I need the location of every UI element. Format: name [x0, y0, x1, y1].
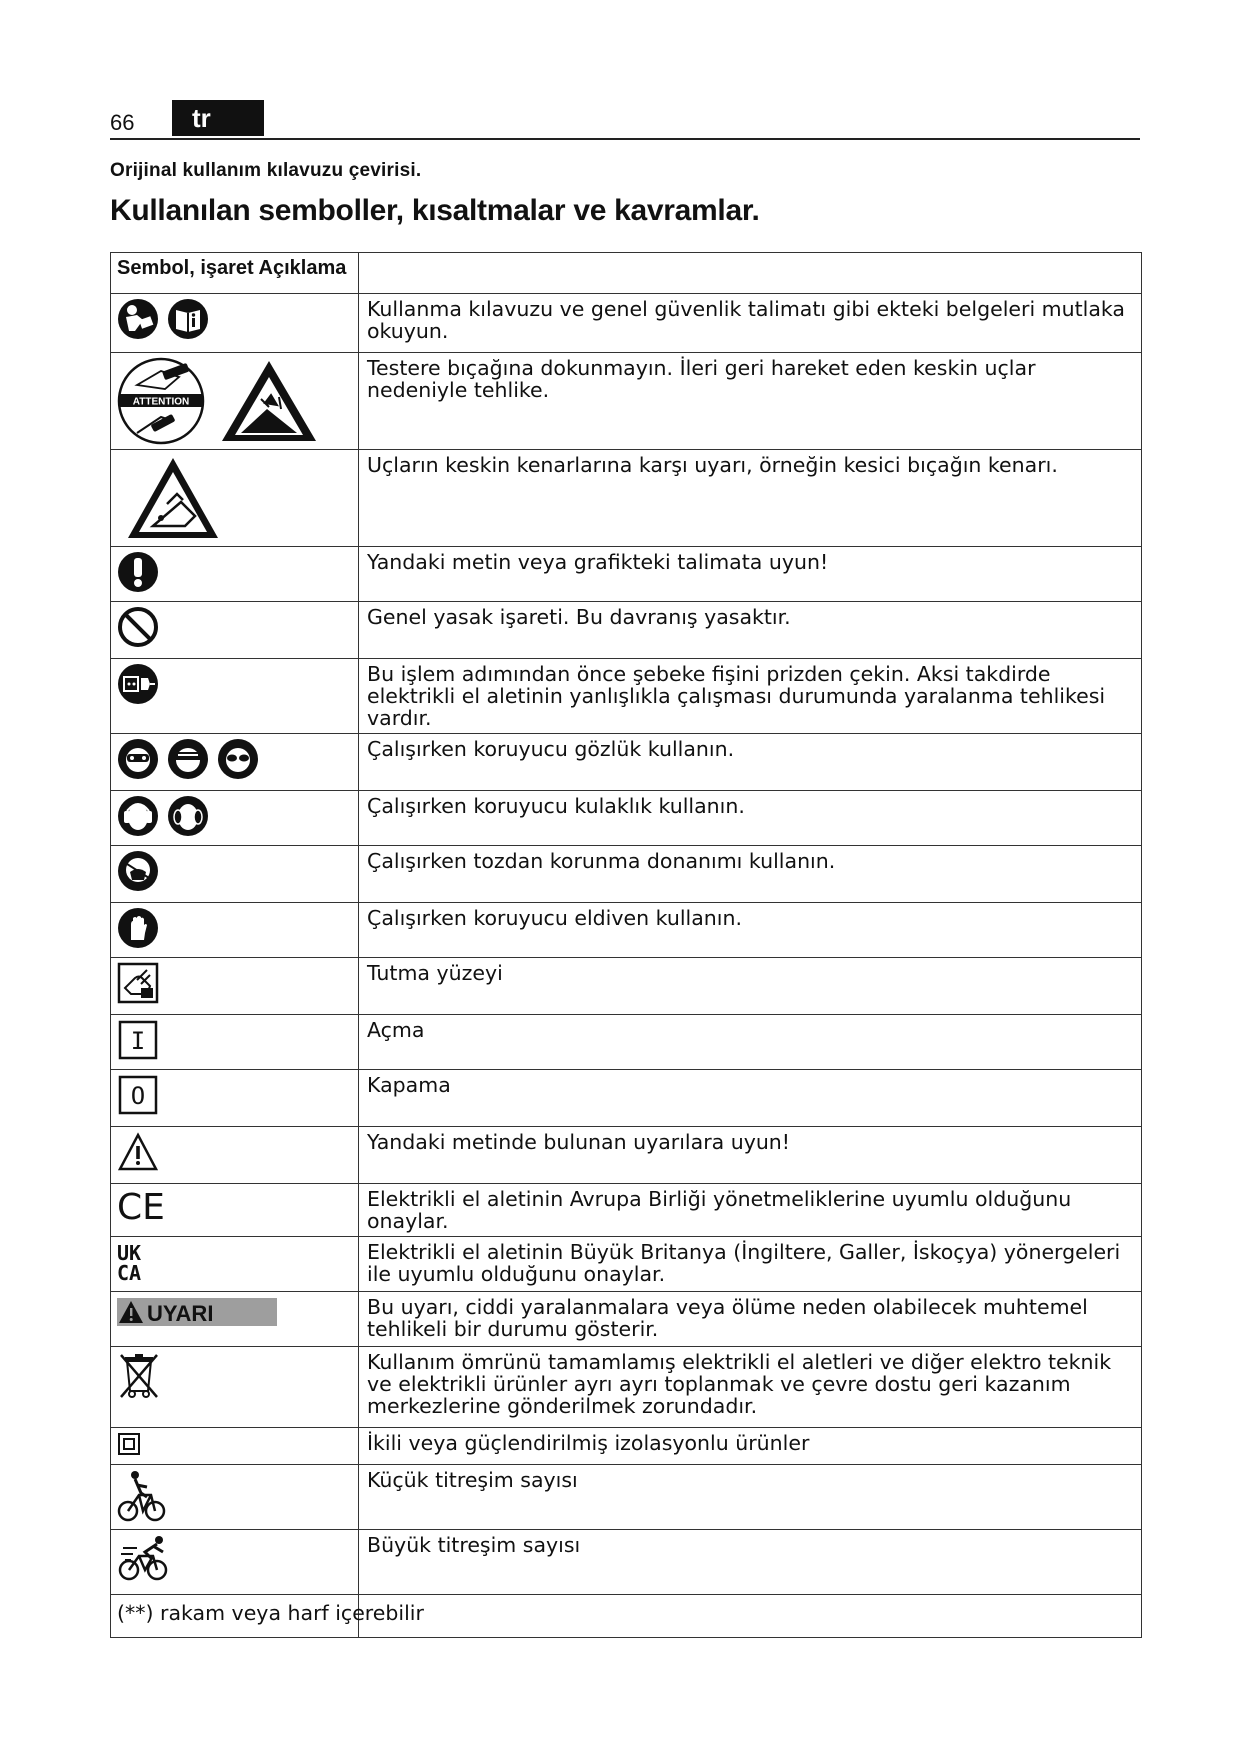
ear-muffs-icon	[167, 795, 209, 837]
table-row	[111, 547, 1142, 602]
table-row	[111, 602, 1142, 659]
attention-label: ATTENTION	[132, 396, 190, 408]
column-header-empty	[359, 253, 1142, 294]
page-number: 66	[110, 110, 135, 135]
row-description: Çalışırken tozdan korunma donanımı kullanın.	[359, 846, 1142, 903]
row-description: Büyük titreşim sayısı	[359, 1530, 1142, 1595]
face-shield-icon	[167, 738, 209, 780]
high-vibration-cyclist-icon	[117, 1534, 177, 1582]
unplug-icon	[117, 663, 159, 705]
table-row	[111, 734, 1142, 791]
table-row	[111, 903, 1142, 958]
general-warning-icon	[117, 1131, 159, 1173]
table-row	[111, 1237, 1142, 1292]
page-header	[110, 100, 1140, 140]
row-description: İkili veya güçlendirilmiş izolasyonlu ürünler	[359, 1428, 1142, 1465]
uyari-badge-icon	[117, 1296, 277, 1328]
row-description: Kullanma kılavuzu ve genel güvenlik talimatı gibi ekteki belgeleri mutlaka okuyun.	[359, 294, 1142, 353]
row-description: Küçük titreşim sayısı	[359, 1465, 1142, 1530]
low-vibration-cyclist-icon	[117, 1469, 167, 1523]
page-title: Kullanılan semboller, kısaltmalar ve kavramlar.	[110, 194, 760, 227]
ce-label: CE	[117, 1188, 165, 1224]
column-header: Sembol, işaret Açıklama	[111, 253, 359, 294]
gloves-icon	[117, 907, 159, 949]
symbol-table	[110, 252, 1142, 1638]
row-description: Açma	[359, 1015, 1142, 1070]
row-description: Genel yasak işareti. Bu davranış yasaktır.	[359, 602, 1142, 659]
row-description: Uçların keskin kenarlarına karşı uyarı, örneğin kesici bıçağın kenarı.	[359, 450, 1142, 547]
table-row	[111, 1347, 1142, 1428]
row-description: Çalışırken koruyucu gözlük kullanın.	[359, 734, 1142, 791]
table-row	[111, 958, 1142, 1015]
row-description: Bu uyarı, ciddi yaralanmalara veya ölüme neden olabilecek muhtemel tehlikeli bir durumu gösterir.	[359, 1292, 1142, 1347]
mandatory-action-icon	[117, 551, 159, 593]
table-row	[111, 846, 1142, 903]
ukca-top-label: UK	[117, 1241, 142, 1265]
goggles-icon	[117, 738, 159, 780]
table-row	[111, 1428, 1142, 1465]
table-row	[111, 1127, 1142, 1184]
power-off-icon	[117, 1074, 159, 1116]
row-description: Yandaki metinde bulunan uyarılara uyun!	[359, 1127, 1142, 1184]
footnote: (**) rakam veya harf içerebilir	[117, 1601, 424, 1625]
language-tab: tr	[172, 100, 264, 136]
power-off-glyph: O	[130, 1082, 146, 1110]
row-description: Elektrikli el aletinin Avrupa Birliği yönetmeliklerine uyumlu olduğunu onaylar.	[359, 1184, 1142, 1237]
ce-mark-icon	[117, 1188, 167, 1224]
table-row	[111, 1015, 1142, 1070]
document-subtitle: Orijinal kullanım kılavuzu çevirisi.	[110, 160, 422, 181]
grip-surface-icon	[117, 962, 159, 1004]
power-on-glyph: I	[130, 1027, 146, 1055]
uyari-label: UYARI	[147, 1301, 214, 1326]
table-row	[111, 450, 1142, 547]
info-book-icon	[167, 298, 209, 340]
row-description: Yandaki metin veya grafikteki talimata uyun!	[359, 547, 1142, 602]
table-row	[111, 791, 1142, 846]
power-on-icon	[117, 1019, 159, 1061]
row-description: Kullanım ömrünü tamamlamış elektrikli el aletleri ve diğer elektro teknik ve elektrikli ürünler ayrı ayrı toplanmak ve çevre dostu geri kazanım merkezlerine gönderilmek zorundadır.	[359, 1347, 1142, 1428]
table-row	[111, 294, 1142, 353]
row-description: Tutma yüzeyi	[359, 958, 1142, 1015]
table-row	[111, 659, 1142, 734]
footnote-row	[111, 1595, 1142, 1638]
table-row	[111, 1070, 1142, 1127]
attention-blade-icon	[117, 357, 205, 445]
table-row	[111, 1292, 1142, 1347]
footnote-empty	[359, 1595, 1142, 1638]
cutting-hazard-triangle-icon	[219, 357, 319, 445]
table-row	[111, 353, 1142, 450]
safety-glasses-icon	[217, 738, 259, 780]
weee-bin-icon	[117, 1351, 161, 1399]
read-manual-icon	[117, 298, 159, 340]
double-insulation-icon	[117, 1432, 143, 1456]
row-description: Bu işlem adımından önce şebeke fişini prizden çekin. Aksi takdirde elektrikli el aletinin yanlışlıkla çalışması durumunda yaralanma tehlikesi vardır.	[359, 659, 1142, 734]
row-description: Çalışırken koruyucu kulaklık kullanın.	[359, 791, 1142, 846]
dust-mask-icon	[117, 850, 159, 892]
row-description: Çalışırken koruyucu eldiven kullanın.	[359, 903, 1142, 958]
ukca-bottom-label: CA	[117, 1261, 142, 1283]
ukca-mark-icon	[117, 1241, 157, 1283]
table-row	[111, 1465, 1142, 1530]
table-row	[111, 1184, 1142, 1237]
row-description: Elektrikli el aletinin Büyük Britanya (İngiltere, Galler, İskoçya) yönergeleri ile uyumlu olduğunu onaylar.	[359, 1237, 1142, 1292]
table-header-row	[111, 253, 1142, 294]
prohibition-icon	[117, 606, 159, 648]
row-description: Testere bıçağına dokunmayın. İleri geri hareket eden keskin uçlar nedeniyle tehlike.	[359, 353, 1142, 450]
sharp-edge-warning-icon	[125, 454, 221, 542]
row-description: Kapama	[359, 1070, 1142, 1127]
ear-protection-icon	[117, 795, 159, 837]
table-row	[111, 1530, 1142, 1595]
